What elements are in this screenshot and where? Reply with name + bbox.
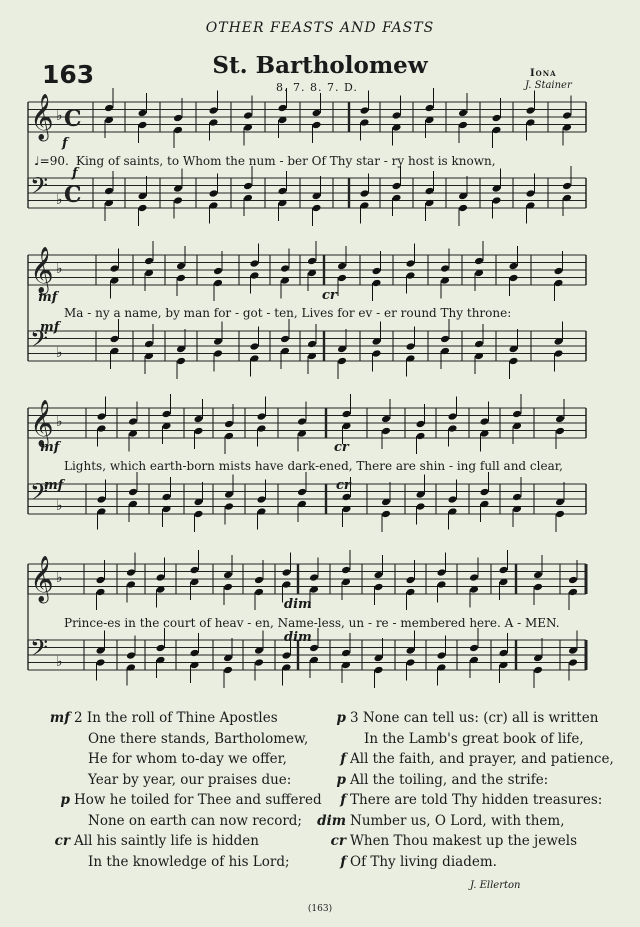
verse-text: There are told Thy hidden treasures: xyxy=(350,792,603,808)
verse-text: Of Thy living diadem. xyxy=(350,853,497,870)
verse-line xyxy=(306,729,614,750)
notehead xyxy=(526,106,536,115)
verse-text: In the Lamb's great book of life, xyxy=(364,730,584,747)
verse-text: Year by year, our praises due: xyxy=(88,771,292,788)
notehead xyxy=(509,357,519,366)
notehead xyxy=(223,571,233,580)
verse-text: When Thou makest up the jewels xyxy=(350,833,578,849)
notehead xyxy=(492,114,502,123)
notehead xyxy=(194,427,204,436)
notehead xyxy=(416,502,426,511)
verse-dynamic: f xyxy=(340,792,346,808)
notehead xyxy=(392,182,402,191)
notehead xyxy=(176,274,186,283)
notehead xyxy=(223,583,233,592)
verse-line xyxy=(30,770,322,791)
verse-line xyxy=(30,811,322,832)
verse-line xyxy=(306,749,614,770)
notehead xyxy=(223,666,233,675)
notehead xyxy=(138,204,148,213)
notehead xyxy=(213,267,223,276)
notehead xyxy=(138,121,148,130)
bass-clef-icon: 𝄢 xyxy=(30,172,49,205)
notehead xyxy=(458,204,468,213)
meter: 8. 7. 8. 7. D. xyxy=(276,81,358,94)
notehead xyxy=(97,412,107,421)
notehead xyxy=(437,580,447,589)
notehead xyxy=(568,658,578,667)
notehead xyxy=(282,651,292,660)
notehead xyxy=(213,349,223,358)
notehead xyxy=(448,412,458,421)
dynamic-mf-bass: mf xyxy=(40,320,60,335)
notehead xyxy=(280,264,290,273)
notehead xyxy=(392,111,402,120)
notehead xyxy=(254,576,264,585)
notehead xyxy=(406,342,416,351)
notehead xyxy=(312,121,322,130)
bass-clef-icon: 𝄢 xyxy=(30,478,49,511)
lyric-line-4: Prince-es in the court of heav - en, Name-less, un - re - membered here. A - MEN. xyxy=(64,616,560,630)
notehead xyxy=(243,182,253,191)
notehead xyxy=(492,126,502,135)
notehead xyxy=(254,588,264,597)
verse-number: 3 xyxy=(350,710,363,726)
notehead xyxy=(224,432,234,441)
notehead xyxy=(372,267,382,276)
notehead xyxy=(337,274,347,283)
notehead xyxy=(257,424,267,433)
verse-text: How he toiled for Thee and suffered xyxy=(74,792,322,808)
verse-text: All the faith, and prayer, and patience, xyxy=(350,751,614,767)
notehead xyxy=(96,576,106,585)
verse-text: One there stands, Bartholomew, xyxy=(88,730,309,747)
notehead xyxy=(406,588,416,597)
notehead xyxy=(243,111,253,120)
notehead xyxy=(448,424,458,433)
notehead xyxy=(474,340,484,349)
lyric-line-2: Ma - ny a name, by man for - got - ten, Lives for ev - er round Thy throne: xyxy=(64,306,512,320)
notehead xyxy=(440,264,450,273)
bass-clef-icon: 𝄢 xyxy=(30,325,49,358)
verse-line xyxy=(306,770,614,791)
notehead xyxy=(144,257,154,266)
dynamic-dim: dim xyxy=(284,597,312,612)
notehead xyxy=(509,274,519,283)
lyric-line-3: Lights, which earth-born mists have dark-ened, There are shin - ing full and clear, xyxy=(64,459,563,473)
verse-line xyxy=(306,852,614,873)
verse-text: In the knowledge of his Lord; xyxy=(88,853,290,870)
notehead xyxy=(374,571,384,580)
notehead xyxy=(280,335,290,344)
page-header: OTHER FEASTS AND FASTS xyxy=(205,20,435,36)
key-signature-flat-icon: ♭ xyxy=(56,414,63,430)
notehead xyxy=(458,121,468,130)
verse-line xyxy=(30,852,322,873)
verse-dynamic: f xyxy=(340,853,346,870)
notehead xyxy=(126,651,136,660)
notehead xyxy=(257,495,267,504)
notehead xyxy=(194,510,204,519)
notehead xyxy=(162,493,172,502)
notehead xyxy=(97,424,107,433)
notehead xyxy=(104,104,114,113)
page-number: (163) xyxy=(307,904,333,914)
notehead xyxy=(309,573,319,582)
notehead xyxy=(138,109,148,118)
lyric-line-1: King of saints, to Whom the num - ber Of Thy star - ry host is known, xyxy=(76,154,496,168)
notehead xyxy=(512,410,522,419)
verse-dynamic: p xyxy=(336,771,346,788)
notehead xyxy=(416,420,426,429)
dynamic-f: f xyxy=(62,136,68,151)
notehead xyxy=(176,357,186,366)
notehead xyxy=(406,658,416,667)
notehead xyxy=(209,189,219,198)
notehead xyxy=(250,271,260,280)
notehead xyxy=(190,566,200,575)
notehead xyxy=(213,279,223,288)
verse-line xyxy=(306,708,614,729)
key-signature-flat-icon: ♭ xyxy=(56,570,63,586)
notehead xyxy=(254,658,264,667)
treble-clef-icon: 𝄞 xyxy=(30,556,54,602)
notehead xyxy=(173,196,183,205)
verse-dynamic: p xyxy=(336,710,346,726)
notehead xyxy=(156,573,166,582)
verse-text: He for whom to-day we offer, xyxy=(88,751,287,767)
verse-number: 2 xyxy=(74,710,87,726)
notehead xyxy=(381,510,391,519)
tempo-marking: ♩=90. xyxy=(34,154,69,168)
dynamic-mf-bass: mf xyxy=(44,478,64,493)
notehead xyxy=(312,109,322,118)
common-time-icon: C xyxy=(64,182,82,208)
key-signature-flat-icon: ♭ xyxy=(56,108,63,124)
treble-clef-icon: 𝄞 xyxy=(30,400,54,446)
notehead xyxy=(512,493,522,502)
verse-line xyxy=(30,749,322,770)
notehead xyxy=(96,588,106,597)
notehead xyxy=(156,644,166,653)
notehead xyxy=(360,189,370,198)
notehead xyxy=(278,187,288,196)
notehead xyxy=(360,118,370,127)
notehead xyxy=(381,415,391,424)
notehead xyxy=(533,583,543,592)
notehead xyxy=(162,410,172,419)
notehead xyxy=(554,279,564,288)
dynamic-cr: cr xyxy=(322,288,337,303)
notehead xyxy=(425,187,435,196)
notehead xyxy=(406,576,416,585)
notehead xyxy=(509,262,519,271)
notehead xyxy=(173,114,183,123)
notehead xyxy=(341,649,351,658)
notehead xyxy=(480,417,490,426)
notehead xyxy=(526,189,536,198)
hymn-number: 163 xyxy=(42,60,95,89)
notehead xyxy=(372,349,382,358)
key-signature-flat-icon: ♭ xyxy=(56,261,63,277)
notehead xyxy=(406,271,416,280)
notehead xyxy=(297,488,307,497)
notehead xyxy=(568,588,578,597)
notehead xyxy=(297,417,307,426)
dynamic-f-bass: f xyxy=(72,166,78,181)
notehead xyxy=(448,495,458,504)
verse-line xyxy=(306,811,614,832)
hymn-title: St. Bartholomew xyxy=(212,52,428,79)
notehead xyxy=(533,666,543,675)
notehead xyxy=(425,104,435,113)
verse-dynamic: f xyxy=(340,751,346,767)
verse-dynamic: cr xyxy=(330,833,346,849)
notehead xyxy=(278,104,288,113)
notehead xyxy=(96,658,106,667)
notehead xyxy=(533,571,543,580)
notehead xyxy=(110,335,120,344)
verse-text: None can tell us: (cr) all is written xyxy=(362,710,599,726)
notehead xyxy=(469,644,479,653)
key-signature-flat-icon: ♭ xyxy=(56,192,63,208)
treble-clef-icon: 𝄞 xyxy=(30,247,54,293)
notehead xyxy=(480,488,490,497)
notehead xyxy=(257,412,267,421)
notehead xyxy=(342,410,352,419)
verse-text: All his saintly life is hidden xyxy=(74,833,259,849)
notehead xyxy=(307,257,317,266)
notehead xyxy=(492,196,502,205)
common-time-icon: C xyxy=(64,106,82,132)
verse-line xyxy=(30,729,322,750)
verse-text: Number us, O Lord, with them, xyxy=(350,812,565,829)
notehead xyxy=(360,106,370,115)
notehead xyxy=(224,502,234,511)
notehead xyxy=(458,109,468,118)
notehead xyxy=(555,415,565,424)
notehead xyxy=(309,644,319,653)
notehead xyxy=(526,118,536,127)
verse-text: All the toiling, and the strife: xyxy=(350,771,549,788)
dynamic-dim-bass: dim xyxy=(284,630,312,645)
notehead xyxy=(499,566,509,575)
verse-2 xyxy=(30,708,322,872)
notehead xyxy=(282,568,292,577)
verse-text: In the roll of Thine Apostles xyxy=(86,710,278,726)
treble-clef-icon: 𝄞 xyxy=(30,94,54,140)
notehead xyxy=(209,118,219,127)
notehead xyxy=(342,493,352,502)
notehead xyxy=(440,335,450,344)
verse-line xyxy=(306,831,614,852)
notehead xyxy=(372,279,382,288)
notehead xyxy=(126,580,136,589)
key-signature-flat-icon: ♭ xyxy=(56,498,63,514)
composer: J. Stainer xyxy=(525,80,572,91)
verse-dynamic: cr xyxy=(54,833,70,849)
notehead xyxy=(555,427,565,436)
notehead xyxy=(568,576,578,585)
notehead xyxy=(126,568,136,577)
tune-name: Iona xyxy=(530,68,557,79)
notehead xyxy=(144,340,154,349)
notehead xyxy=(307,340,317,349)
verse-dynamic: dim xyxy=(317,812,346,829)
notehead xyxy=(312,204,322,213)
dynamic-mf: mf xyxy=(40,440,60,455)
verse-line xyxy=(30,708,322,729)
verse-dynamic: mf xyxy=(49,710,70,726)
notehead xyxy=(381,427,391,436)
notehead xyxy=(250,342,260,351)
notehead xyxy=(474,257,484,266)
notehead xyxy=(176,262,186,271)
notehead xyxy=(406,259,416,268)
verse-line xyxy=(306,790,614,811)
notehead xyxy=(194,415,204,424)
notehead xyxy=(209,106,219,115)
notehead xyxy=(374,583,384,592)
notehead xyxy=(282,580,292,589)
notehead xyxy=(554,267,564,276)
verse-line xyxy=(30,790,322,811)
notehead xyxy=(337,262,347,271)
bass-clef-icon: 𝄢 xyxy=(30,634,49,667)
verse-text: None on earth can now record; xyxy=(88,812,302,829)
notehead xyxy=(97,495,107,504)
verse-dynamic: p xyxy=(60,792,70,808)
text-author: J. Ellerton xyxy=(470,880,521,891)
notehead xyxy=(224,420,234,429)
key-signature-flat-icon: ♭ xyxy=(56,654,63,670)
notehead xyxy=(416,432,426,441)
notehead xyxy=(128,488,138,497)
notehead xyxy=(554,349,564,358)
notehead xyxy=(173,126,183,135)
notehead xyxy=(341,566,351,575)
dynamic-cr: cr xyxy=(334,440,349,455)
notehead xyxy=(104,187,114,196)
dynamic-cr-bass: cr xyxy=(336,478,351,493)
dynamic-mf: mf xyxy=(38,290,58,305)
notehead xyxy=(374,666,384,675)
verse-line xyxy=(30,831,322,852)
notehead xyxy=(499,649,509,658)
key-signature-flat-icon: ♭ xyxy=(56,345,63,361)
verse-3 xyxy=(306,708,614,872)
notehead xyxy=(337,357,347,366)
notehead xyxy=(128,417,138,426)
notehead xyxy=(110,264,120,273)
notehead xyxy=(555,510,565,519)
notehead xyxy=(190,649,200,658)
notehead xyxy=(562,111,572,120)
notehead xyxy=(437,568,447,577)
quarter-note-icon: ♩ xyxy=(34,154,40,168)
notehead xyxy=(437,651,447,660)
notehead xyxy=(562,182,572,191)
notehead xyxy=(469,573,479,582)
notehead xyxy=(250,259,260,268)
